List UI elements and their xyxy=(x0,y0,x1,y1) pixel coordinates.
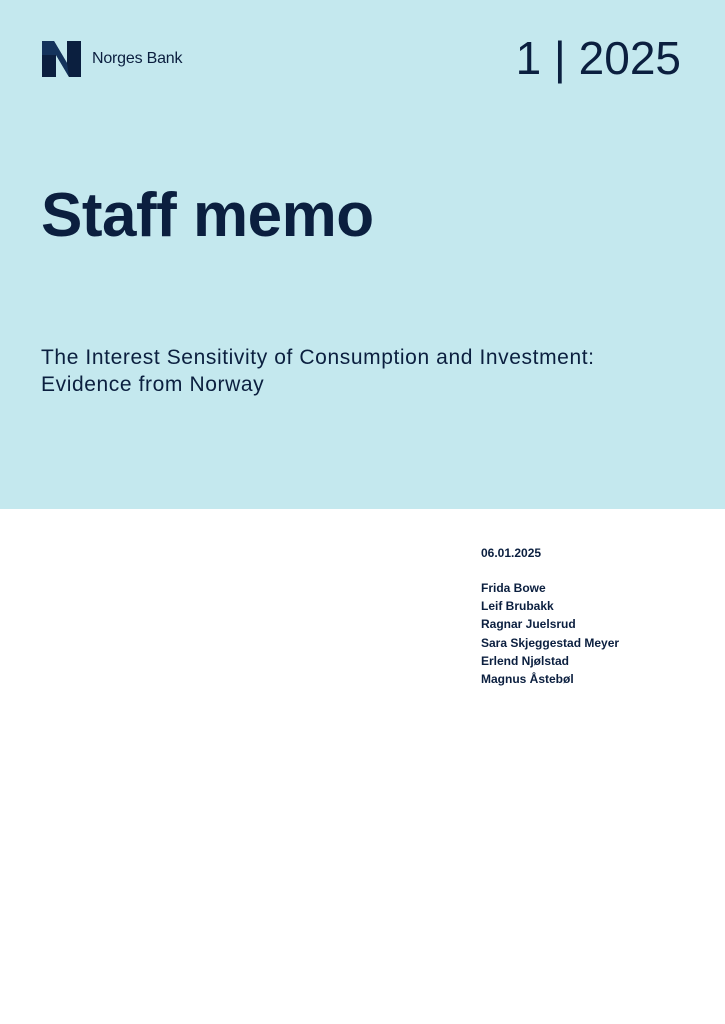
norges-bank-logo xyxy=(42,41,182,77)
document-subtitle xyxy=(41,344,681,398)
author-name: Frida Bowe xyxy=(481,581,546,595)
author-name: Sara Skjeggestad Meyer xyxy=(481,635,620,650)
norges-bank-logo-icon xyxy=(42,41,81,77)
subtitle-line-2: Evidence from Norway xyxy=(41,373,265,396)
issue-number: 1 | 2025 xyxy=(515,32,681,84)
page-title: Staff memo xyxy=(41,181,374,250)
author-name: Magnus Åstebøl xyxy=(481,672,574,687)
cover-panel xyxy=(0,0,725,509)
subtitle-line-1: The Interest Sensitivity of Consumption and Investment: xyxy=(41,346,595,369)
document-meta xyxy=(481,545,619,688)
logo-text: Norges Bank xyxy=(92,50,183,67)
author-name: Ragnar Juelsrud xyxy=(481,617,576,632)
author-name: Erlend Njølstad xyxy=(481,653,570,668)
author-list xyxy=(481,579,619,688)
publication-date: 06.01.2025 xyxy=(481,546,542,560)
author-name: Leif Brubakk xyxy=(481,599,554,614)
